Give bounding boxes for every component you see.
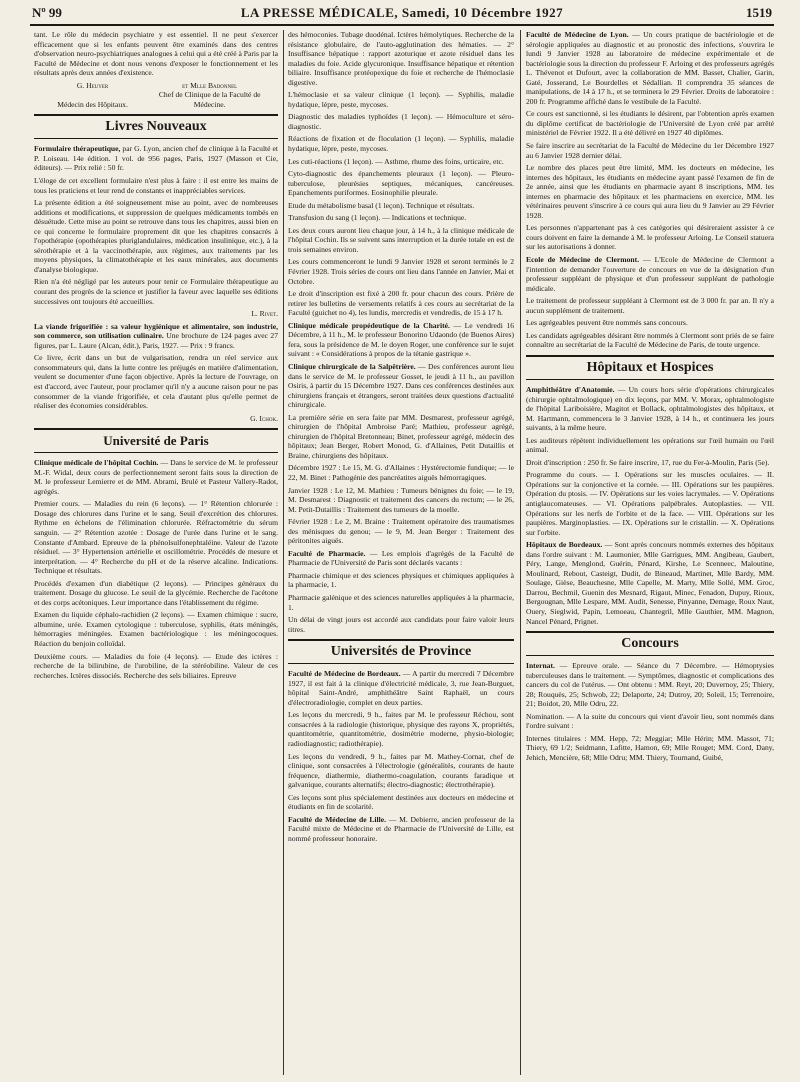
paragraph: Un délai de vingt jours est accordé aux candidats pour faire valoir leurs titres. — [288, 615, 514, 634]
paragraph: Cyto-diagnostic des épanchements pleuraux (1 leçon). — Pleuro-tuberculose, pleurésies septiques, mécaniques, cancéreuses. Epanchements puriformes. Eosinophilie pleurale. — [288, 169, 514, 198]
paragraph: L'hémoclasie et sa valeur clinique (1 leçon). — Syphilis, maladie hydatique, lèpre, peste, mycoses. — [288, 90, 514, 109]
paragraph: Etude du métabolisme basal (1 leçon). Technique et résultats. — [288, 200, 475, 210]
section-heading-hopitaux: Hôpitaux et Hospices — [526, 355, 774, 380]
paragraph: Les personnes n'appartenant pas à ces catégories qui désireraient assister à ce cours doivent en faire la demande à M. le professeur Arloing. Le Conseil statuera sur les autorisations à donner. — [526, 223, 774, 252]
paragraph: La première série en sera faite par MM. Desmarest, professeur agrégé, chirurgien de l'hôpital Ambroise Paré; Mathieu, professeur agrégé, chirurgien de l'hôpital Bretonneau; Binet, professeur agrégé, médecin des hôpitaux; Jean Berger, Robert Monod, G. d'Allaines, Petit Dutaillis et Braine, chirurgiens des hôpitaux. — [288, 412, 514, 460]
notice-title: Clinique médicale de l'hôpital Cochin. — [34, 458, 159, 468]
paragraph: Diagnostic des maladies typhoïdes (1 leçon). — Hémoculture et séro-diagnostic. — [288, 112, 514, 131]
section-heading-livres: Livres Nouveaux — [34, 114, 278, 139]
section-heading-universite-paris: Université de Paris — [34, 428, 278, 453]
paragraph: Rien n'a été négligé par les auteurs pour tenir ce Formulaire thérapeutique au courant des progrès de la science et justifier la faveur avec laquelle ses éditions successives ont toujours été accueillies. — [34, 277, 278, 306]
paragraph: des hémoconies. Tubage duodénal. Ictères hémolytiques. Recherche de la résistance globulaire, de l'auto-agglutination des hématies. — 2° Insuffisance hépatique : rapport azoturique et azote résiduel dans les maladies du foie. Acide glycuronique. Insuffisance hépatique et rétention biliaire. Insuffisance protéopexique du foie et recherche de l'hémoclasie digestive. — [288, 30, 514, 87]
paragraph: Examen du liquide céphalo-rachidien (2 leçons). — Examen chimique : sucre, albumine, urée. Examen cytologique : tuberculose, syphilis, états méningés, hémorragies méningées. Examen bactériologique : les méningocoques. Réaction du benjoin colloïdal. — [34, 610, 278, 648]
paragraph: Les leçons du vendredi, 9 h., faites par M. Mathey-Cornat, chef de clinique, sont consacrées à l'électrologie (généralités, courants de haute fréquence, diathermie, diathermo-coagulation, courants faradique et galvanique, courants alternatifs; électro-diagnostic; électrothérapie). — [288, 751, 514, 790]
book-info: par G. Lyon, ancien chef de clinique à la Faculté et P. Loiseau. 14e édition. 1 vol. de 956 pages, Paris, 1927 (Masson et Cie, éditeurs). — Prix relié : 50 fr. — [34, 144, 278, 173]
journal-title: LA PRESSE MÉDICALE, Samedi, 10 Décembre 1927 — [240, 5, 564, 20]
pharmacie-notice: Faculté de Pharmacie. — Les emplois d'agrégés de la Faculté de Pharmacie de l'Université de Paris sont déclarés vacants : — [288, 548, 514, 568]
signature-right: et Mlle Badonnel — [182, 80, 238, 90]
charite-notice: Clinique médicale propédeutique de la Charité. — Le vendredi 16 Décembre, à 11 h., M. le professeur Bonorino Udaondo (de Buenos Aires) fera, sous la présidence de M. le doyen Roger, une conférence sur le sujet suivant : « Considérations à propos de la tétanie gastrique ». — [288, 320, 514, 359]
column-1 — [34, 30, 278, 683]
article-ending: tant. Le rôle du médecin psychiatre y est essentiel. Il ne peut s'exercer efficacement que si les enfants peuvent être examinés dans des centres d'observation neuro-psychiatriques analogues à celui qui a été créé à Paris par la Faculté de Médecine et dont nous venons d'exposer le fonctionnement et les résultats après deux années d'existence. — [34, 30, 278, 78]
paragraph: Pharmacie chimique et des sciences physiques et chimiques appliquées à la pharmacie, 1. — [288, 570, 514, 590]
paragraph: Décembre 1927 : Le 15, M. G. d'Allaines : Hystérectomie fundique; — le 22, M. Binet : Pathogénie des pancréatites aiguës hémorragiques. — [288, 463, 514, 482]
paragraph: Ce livre, écrit dans un but de vulgarisation, rendra un réel service aux consommateurs qui, dans la lutte contre les préjugés en matière d'alimentation, veulent se documenter d'une façon objective. Après la lecture de l'ouvrage, on est d'accord, avec l'auteur, pour proclamer qu'il n'y a aucune raison pour ne pas consommer de la viande frigorifiée, et cela d'autant plus qu'elle permet de réaliser des économies considérables. — [34, 353, 278, 411]
lyon-notice: Faculté de Médecine de Lyon. — Un cours pratique de bactériologie et de sérologie appliquées au diagnostic et au pronostic des infections, s'ouvrira le lundi 9 Janvier 1928 au laboratoire de médecine expérimentale et de bactériologie sous la direction du professeur F. Arloing et des professeurs agrégés L. Thévenot et Dufourt, avec la collaboration de MM. Basset, Chalier, Garin, Gaté, Josserand, Le Bourdelles et Sédallian. Il comprendra 35 séances de manipulations, de 14 à 17 h., et se terminera le 29 Février. Droits de laboratoire : 200 fr. Programme affiché dans le vestibule de la Faculté. — [526, 30, 774, 106]
paragraph: Pharmacie galénique et des sciences naturelles appliquées à la pharmacie, 1. — [288, 592, 514, 612]
page-header — [30, 0, 774, 26]
paragraph: Programme du cours. — I. Opérations sur les muscles oculaires. — II. Opérations sur la conjonctive et la cornée. — III. Opérations sur les paupières. Opération du ptosis. — IV. Opérations sur les voies lacrymales. — V. Opérations antiglaucomateuses. — VI. Opérations palpébrales. Autoplasties. — VII. Opérations sur les nerfs de l'orbite et de la face. — VIII. Opérations sur les paupières. Marginoplasties. — IX. Opérations sur le cristallin. — X. Opérations sur l'orbite. — [526, 470, 774, 537]
paragraph: Le droit d'inscription est fixé à 200 fr. pour chacun des cours. Prière de retirer les bulletins de versements relatifs à ces cours au secrétariat de la Faculté (guichet no 4), les lundis, mercredis et vendredis, de 15 à 17 h. — [288, 289, 514, 318]
paragraph: Les deux cours auront lieu chaque jour, à 14 h., à la clinique médicale de l'hôpital Cochin. Ils se suivent sans interruption et la durée totale en est de trois semaines environ. — [288, 225, 514, 254]
paragraph: Les auditeurs répètent individuellement les opérations sur l'œil humain ou l'œil animal. — [526, 435, 774, 455]
bordeaux-notice: Faculté de Médecine de Bordeaux. — A partir du mercredi 7 Décembre 1927, il est fait à la clinique d'électricité médicale, 3, rue Jean-Burguet, hôpital Saint-André, amphithéâtre Saint Raphaël, un cours d'électroradiologie, complet en deux parties. — [288, 669, 514, 707]
signature-right-role: Chef de Clinique de la Faculté de Médecine. — [158, 90, 261, 109]
notice-title: Ecole de Médecine de Clermont. — [526, 255, 640, 265]
book-title: Formulaire thérapeutique, — [34, 144, 121, 154]
salpetriere-notice: Clinique chirurgicale de la Salpêtrière. — Des conférences auront lieu dans le service de M. le professeur Gosset, le jeudi à 11 h., au pavillon Osiris, à partir du 15 Décembre 1927. Dans ces conférences destinées aux chirurgiens français et étrangers, seront traitées deux questions d'actualité chirurgicale. — [288, 361, 514, 410]
paragraph: L'éloge de cet excellent formulaire n'est plus à faire : il est entre les mains de tous les praticiens et leur rend de constants et inappréciables services. — [34, 176, 278, 195]
paragraph: Se faire inscrire au secrétariat de la Faculté de Médecine du 1er Décembre 1927 au 6 Janvier 1928 dernier délai. — [526, 141, 774, 160]
amphitheatre-notice: Amphithéâtre d'Anatomie. — Un cours hors série d'opérations chirurgicales (chirurgie ophtalmologique) en dix leçons, par MM. V. Morax, ophtalmologiste de l'hôpital Lariboisière, Magitot et Bollack, ophtalmologistes des hôpitaux, et M. Hartmann, commencera le 3 Janvier 1928, à 14 h., et continuera les jours suivants, à la même heure. — [526, 384, 774, 433]
clermont-notice: Ecole de Médecine de Clermont. — L'Ecole de Médecine de Clermont a l'intention de demander l'ouverture de concours en vue de la désignation d'un professeur suppléant de physique et d'un professeur suppléant de pathologie médicale. — [526, 255, 775, 293]
notice-title: Faculté de Médecine de Bordeaux. — [288, 669, 401, 679]
reviewer-signature: L. Rivet. — [251, 309, 278, 319]
column-3 — [526, 30, 774, 766]
notice-title: Hôpitaux de Bordeaux. — [526, 540, 603, 550]
notice-title: Faculté de Médecine de Lyon. — [526, 30, 629, 39]
reviewer-signature: G. Ichok. — [250, 413, 278, 423]
paragraph: Janvier 1928 : Le 12, M. Mathieu : Tumeurs bénignes du foie; — le 19, M. Desmarest : Diagnostic et traitement des cancers du rectum; — le 26, M. Petit-Dutaillis : Traitement des tumeurs de la moelle. — [288, 485, 514, 514]
signature-left-role: Médecin des Hôpitaux. — [57, 99, 128, 109]
paragraph: Les candidats agrégeables désirant être nommés à Clermont sont priés de se faire connaître au secrétariat de la Faculté de Médecine de Paris, de toute urgence. — [526, 330, 774, 350]
paragraph: Droit d'inscription : 250 fr. Se faire inscrire, 17, rue du Fer-à-Moulin, Paris (5e). — [526, 457, 770, 467]
book-review-2 — [34, 322, 278, 351]
notice-title: Internat. — [526, 661, 555, 671]
issue-number: Nº 99 — [32, 5, 62, 20]
paragraph: Les agrégeables peuvent être nommés sans concours. — [526, 318, 688, 328]
notice-title: Faculté de Médecine de Lille. — [288, 814, 387, 824]
paragraph: Février 1928 : Le 2, M. Braine : Traitement opératoire des traumatismes des ménisques du genou; — le 9, M. Jean Berger : Traitement des péritonites aiguës. — [288, 517, 514, 546]
section-heading-concours: Concours — [526, 631, 774, 656]
column-rule-1 — [283, 30, 284, 1075]
hopitaux-bordeaux-notice: Hôpitaux de Bordeaux. — Sont après concours nommés externes des hôpitaux dans l'ordre suivant : M. Laumonier, Mlle Garrigues, MM. Angibeau, Gaubert, Péry, Lange, Menglond, Guérin, Pénard, Kirshe, Le Scenneec, Maloutine, Moulinard, Rebout, Casteigt, Dudit, de Bineaud, Martinet, Mlle Bardy, MM. Soulage, Gièse, Beauchesne, Mlle Capelle, M. Marty, Mlle Sollé, MM. Groc, Darrou, Bechmil, Guenin des Mesnard, Rigaut, Minec, Fenadon, Dupuy, Rioux, Bergougnan, Mlle Lespare, MM. Audit, Senesse, Pinyanne, Demage, Roux Naut, Ouery, Sieglwid, Papin, Lemoeau, Chantegril, Mlle Gauthier, MM. Magnon, Nancel Pénard, Prignet. — [526, 540, 774, 626]
paragraph: La présente édition a été soigneusement mise au point, avec de nombreuses additions et modifications, et suppression de quelques médicaments tombés en désuétude. Cette mise au point se retrouve dans tous les chapitres, aussi bien en ce qui concerne le formulaire proprement dit que les chapitres consacrés à l'opothérapie (opothérapies pluriglandulaires, médication insulinique, etc.), à la sérothérapie et à la vaccinothérapie, aux régimes, aux traitements par les moyens physiques, la climatothérapie et les eaux minérales, aux documents d'analyse biologique. — [34, 198, 278, 274]
notice-title: Clinique médicale propédeutique de la Charité. — [288, 320, 450, 330]
paragraph: Le nombre des places peut être limité, MM. les docteurs en médecine, les internes des hôpitaux, les étudiants en médecine ayant passé l'examen de fin de 2e année, ainsi que les étudiants en pharmacie ayant 8 inscriptions, MM. les internes en pharmacie des hôpitaux et les pharmaciens en exercice, MM. les vétérinaires peuvent s'inscrire à ce cours qui aura lieu du 9 Janvier au 29 Février 1928. — [526, 163, 774, 220]
column-2 — [288, 30, 514, 846]
book-title: La viande frigorifiée : sa valeur hygiénique et alimentaire, son industrie, son commerce, son utilisation culinaire. — [34, 321, 278, 341]
signature-left: G. Heuyer — [76, 80, 109, 90]
paragraph: Ces leçons sont plus spécialement destinées aux docteurs en médecine et étudiants en fin de scolarité. — [288, 792, 514, 812]
lille-notice: Faculté de Médecine de Lille. — M. Debierre, ancien professeur de la Faculté mixte de Médecine et de Pharmacie de l'Université de Lille, est nommé professeur honoraire. — [288, 814, 515, 843]
article-signature — [34, 81, 278, 110]
paragraph: Ce cours est sanctionné, si les étudiants le désirent, par l'obtention après examen du diplôme certificat de bactériologie de l'Université de Lyon créé par arrêté ministériel de Février 1922. Il a été délivré en 1927 40 diplômes. — [526, 109, 774, 138]
section-heading-province: Universités de Province — [288, 639, 514, 664]
paragraph: Les cuti-réactions (1 leçon). — Asthme, rhume des foins, urticaire, etc. — [288, 156, 504, 166]
column-rule-2 — [520, 30, 521, 1075]
internat-notice: Internat. — Epreuve orale. — Séance du 7 Décembre. — Hémoptysies tuberculeuses dans le traitement. — Symptômes, diagnostic et complications des cancers du col de l'utérus. — Ont obtenu : MM. Reyt, 20; Duvernoy, 25; Thiery, 28; Rouquès, 25; Schwob, 22; Delaporte, 24; Dutroy, 20; Soleil, 15; Terrenoire, 21; Boidot, 20, Mlle Odru, 22. — [526, 661, 774, 709]
paragraph: Réactions de fixation et de floculation (1 leçon). — Syphilis, maladie hydatique, lèpre, peste, mycoses. — [288, 134, 514, 154]
page-number: 1519 — [746, 5, 772, 20]
paragraph: Les cours commenceront le lundi 9 Janvier 1928 et seront terminés le 2 Février 1928. Trois séries de cours ont lieu dans l'année en Janvier, Mai et Octobre. — [288, 257, 514, 286]
book-review-1 — [34, 144, 278, 173]
paragraph: Les leçons du mercredi, 9 h., faites par M. le professeur Réchou, sont consacrées à la radiologie (historique, physique des rayons X, propriétés, quantitométrie, quantitométrie, dosimétrie moderne, physio-biologie; radiodiagnostic; radiothérapie). — [288, 710, 514, 748]
paragraph: Transfusion du sang (1 leçon). — Indications et technique. — [288, 213, 467, 223]
paragraph: Procédés d'examen d'un diabétique (2 leçons). — Principes généraux du traitement. Dosage du glucose. Le seuil de la glycémie. Recherche de l'acétone et des corps acétoniques. Leur importance dans l'établissement du régime. — [34, 578, 278, 607]
notice-title: Faculté de Pharmacie. — [288, 548, 366, 558]
paragraph: Le traitement de professeur suppléant à Clermont est de 3 000 fr. par an. Il n'y a aucun supplément de traitement. — [526, 296, 774, 315]
cochin-notice: Clinique médicale de l'hôpital Cochin. — Dans le service de M. le professeur M.-F. Widal, deux cours de perfectionnement seront faits sous la direction de M. le professeur Lemierre et de MM. Abrami, Brulé et Pasteur Vallery-Radot, agrégés. — [34, 458, 278, 496]
paragraph: Nomination. — A la suite du concours qui vient d'avoir lieu, sont nommés dans l'ordre suivant : — [526, 711, 774, 731]
paragraph: Deuxième cours. — Maladies du foie (4 leçons). — Etude des ictères : recherche de la bilirubine, de l'urobiline, de la stéréobiline. Valeur de ces recherches. Ictères dissociés. Recherche des sels biliaires. Epreuve — [34, 651, 278, 680]
paragraph: Internes titulaires : MM. Hepp, 72; Meggiar; Mlle Hérin; MM. Massot, 71; Thiery, 69 1/2; Seidmann, Lafitte, Hamon, 69; Mlle Rouget; MM. Cord, Dany, Jehich, Mencière, 68; Mlle Odru; MM. Thiery, Tournand, Guibé, — [526, 733, 774, 762]
paragraph: Premier cours. — Maladies du rein (6 leçons). — 1° Rétention chlorurée : Dosage des chlorures dans l'urine et le sang. Seuil d'excrétion des chlorures. Rythme en échelons de l'élimination chlorurée. Réfractométrie du sérum sanguin. — 2° Rétention azotée : Dosage de l'urée dans l'urine et le sang. Constante d'Ambard. Epreuve de la phénolsulfonephtaléine. Valeur de l'azote résiduel. — 3° Hypertension artérielle et oscillométrie. Procédés de mesure et interprétation. — 4° Recherche du pH et de la réserve alcaline. Indications. Technique et résultats. — [34, 499, 278, 576]
book-info: Une brochure de 124 pages avec 27 figures, par L. Laure (Alcan, édit.), Paris, 1927. — Prix : 9 francs. — [34, 331, 279, 350]
notice-title: Amphithéâtre d'Anatomie. — [526, 384, 615, 394]
notice-title: Clinique chirurgicale de la Salpêtrière. — [288, 361, 416, 371]
